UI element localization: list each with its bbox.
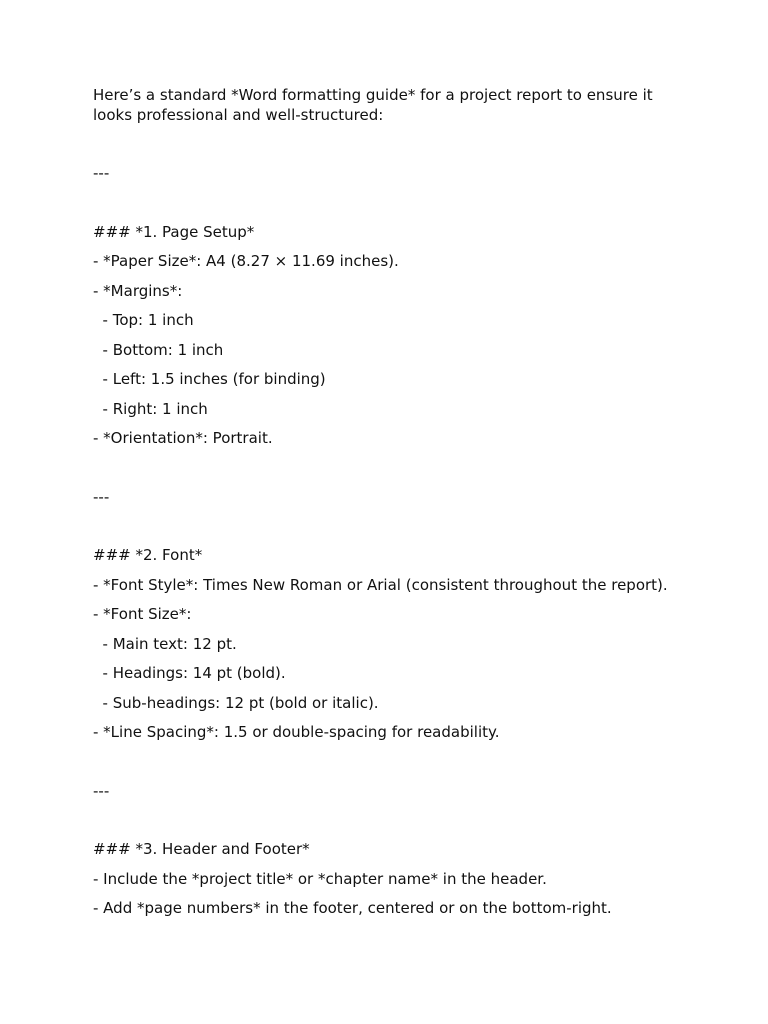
section-1-line: - *Orientation*: Portrait. bbox=[93, 429, 273, 447]
section-1-line: - Bottom: 1 inch bbox=[93, 340, 224, 359]
section-1-line: - *Paper Size*: A4 (8.27 × 11.69 inches). bbox=[93, 252, 399, 270]
section-2-line: - Sub-headings: 12 pt (bold or italic). bbox=[93, 693, 379, 712]
section-1-line: - Left: 1.5 inches (for binding) bbox=[93, 370, 326, 388]
divider-2: --- bbox=[93, 487, 110, 506]
section-1-line: - Right: 1 inch bbox=[93, 399, 208, 418]
section-2-line: - *Font Style*: Times New Roman or Arial (consistent throughout the report). bbox=[93, 575, 668, 594]
document-body bbox=[93, 86, 683, 919]
section-2-heading: ### *2. Font* bbox=[93, 546, 203, 564]
section-2-line: - Headings: 14 pt (bold). bbox=[93, 664, 286, 682]
section-1-line: - Top: 1 inch bbox=[93, 311, 194, 329]
section-1-heading: ### *1. Page Setup* bbox=[93, 222, 255, 241]
section-2-line: - *Font Size*: bbox=[93, 605, 192, 623]
section-2-line: - Main text: 12 pt. bbox=[93, 634, 237, 653]
section-3-line: - Include the *project title* or *chapter name* in the header. bbox=[93, 869, 547, 888]
divider-3: --- bbox=[93, 781, 110, 800]
section-2-line: - *Line Spacing*: 1.5 or double-spacing for readability. bbox=[93, 723, 500, 741]
section-3-heading: ### *3. Header and Footer* bbox=[93, 840, 310, 858]
section-3-line: - Add *page numbers* in the footer, centered or on the bottom-right. bbox=[93, 899, 612, 917]
divider-1: --- bbox=[93, 164, 110, 182]
intro-paragraph: Here’s a standard *Word formatting guide* for a project report to ensure it looks professional and well-structured: bbox=[93, 86, 658, 124]
section-1-line: - *Margins*: bbox=[93, 281, 183, 300]
